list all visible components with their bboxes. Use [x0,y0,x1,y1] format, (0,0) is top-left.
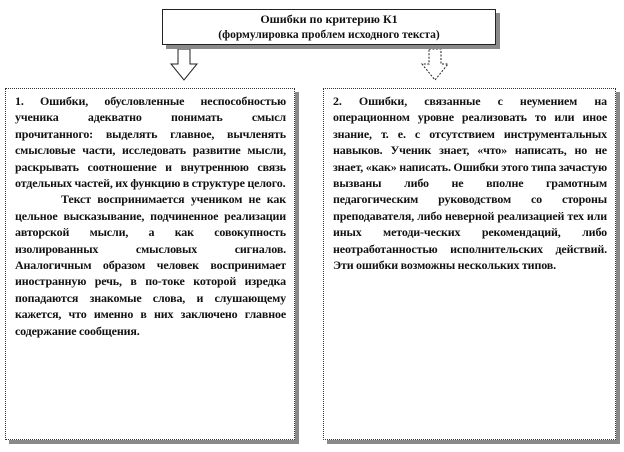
criterion-header-box [162,9,496,45]
error-type-1-paragraph-2: Текст воспринимается учеником не как цельное высказывание, подчиненное реализации авторской мысли, а как совокупность изолированных смысловых сигналов. Аналогичным образом человек воспринимает иностранную речь, в по-токе которой изредка попадаются знакомые слова, и слушающему кажется, что именно в них заключено главное содержание сообщения. [15,192,286,338]
criterion-title: Ошибки по критерию К1 [260,12,398,26]
error-type-1-paragraph-1: 1. Ошибки, обусловленные неспособностью ученика адекватно понимать смысл прочитанного: выделять главное, вычленять смысловые части, исследовать развитие мысли, раскрывать соотношение и внутреннюю связь отдельных частей, их функцию в структуре целого. [15,94,286,191]
criterion-subtitle: (формулировка проблем исходного текста) [218,28,440,41]
right-arrow-icon [420,48,450,82]
error-type-2-paragraph: 2. Ошибки, связанные с неумением на операционном уровне реализовать то или иное знание, т. е. с отсутствием инструментальных навыков. Ученик знает, «что» написать, но не знает, «как» написать. Ошибки этого типа зачастую вызваны либо не вполне грамотным педагогическим руководством со стороны преподавателя, либо неверной реализацией тех или иных методи-ческих рекомендаций, либо неотработанностью исполнительских действий. Эти ошибки возможны нескольких типов. [333,94,607,273]
left-arrow-icon [169,48,199,82]
error-type-1-box [5,88,295,440]
error-type-2-box [323,88,616,440]
